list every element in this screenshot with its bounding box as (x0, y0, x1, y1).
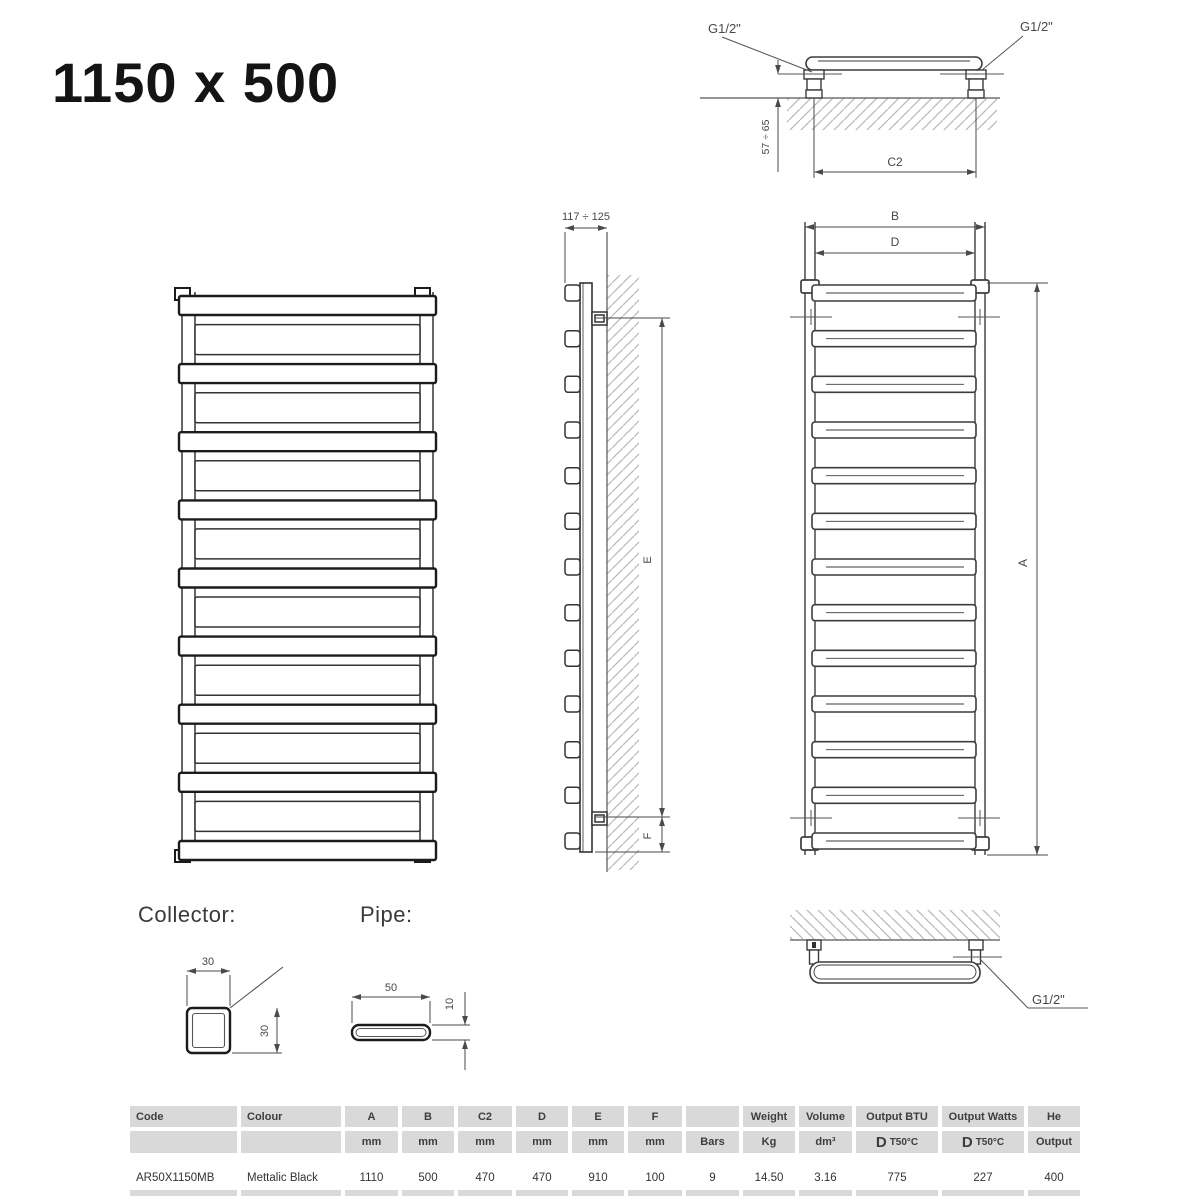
c2-label: C2 (887, 155, 903, 169)
header-code: Code (130, 1106, 237, 1127)
a-label: A (1016, 558, 1030, 568)
g12-label-right: G1/2" (1020, 19, 1053, 34)
top-view-diagram (690, 10, 1200, 188)
towel-bar-top-profile (806, 57, 982, 70)
unit-f: mm (628, 1131, 682, 1153)
wall-section (607, 232, 639, 872)
depth-dimension (565, 228, 607, 283)
table-data-row (130, 1168, 1080, 1188)
bottom-view-diagram (770, 895, 1200, 1020)
value-bars: 9 (686, 1168, 739, 1188)
d-label: D (890, 235, 900, 249)
bar-end-tabs (565, 285, 580, 849)
unit-watts-delta-t (942, 1131, 1024, 1153)
pipe-cross-section (352, 1025, 430, 1040)
value-output-btu: 775 (856, 1168, 938, 1188)
header-heat-output: He (1028, 1106, 1080, 1127)
delta-temp: T50°C (889, 1136, 919, 1148)
value-weight: 14.50 (743, 1168, 795, 1188)
unit-a: mm (345, 1131, 398, 1153)
value-b: 500 (402, 1168, 454, 1188)
header-weight: Weight (743, 1106, 795, 1127)
header-output-btu: Output BTU (856, 1106, 938, 1127)
pipe-width-value: 50 (384, 982, 398, 994)
e-label: E (642, 556, 654, 564)
spec-table (130, 1106, 1080, 1196)
unit-colour (241, 1131, 341, 1153)
front-view-diagram (170, 278, 450, 883)
pipe-height-value: 10 (444, 997, 456, 1011)
pipe-width-dimension (352, 997, 430, 1023)
value-e: 910 (572, 1168, 624, 1188)
collector-cross-section (187, 1008, 230, 1053)
table-header-row-1 (130, 1106, 1080, 1127)
left-connector (807, 940, 821, 964)
unit-b: mm (402, 1131, 454, 1153)
table-next-row-cropped (130, 1190, 1080, 1196)
front-bars (179, 296, 436, 860)
unit-btu-delta-t (856, 1131, 938, 1153)
towel-bar-bottom-profile (810, 962, 980, 983)
collector-width-dimension (187, 971, 230, 1006)
value-d: 470 (516, 1168, 568, 1188)
collector-width-value: 30 (201, 956, 215, 968)
header-bars-spacer (686, 1106, 739, 1127)
f-label: F (642, 832, 654, 840)
pipe-section-title: Pipe: (360, 902, 413, 927)
unit-e: mm (572, 1131, 624, 1153)
header-d: D (516, 1106, 568, 1127)
header-a: A (345, 1106, 398, 1127)
header-colour: Colour (241, 1106, 341, 1127)
unit-volume: dm³ (799, 1131, 852, 1153)
unit-heat-output: Output (1028, 1131, 1080, 1153)
pipe-section-diagram (340, 940, 510, 1075)
wall-offset-value: 57 ÷ 65 (760, 119, 772, 155)
unit-weight: Kg (743, 1131, 795, 1153)
b-label: B (890, 209, 900, 223)
wall-section (700, 98, 1000, 130)
g12-label-left: G1/2" (708, 21, 741, 36)
collector-section-diagram (170, 940, 340, 1075)
a-dimension (987, 283, 1048, 855)
value-code: AR50X1150MB (130, 1168, 237, 1188)
wall-section (790, 910, 1000, 940)
value-output-watts: 227 (942, 1168, 1024, 1188)
rear-view-diagram (780, 200, 1080, 872)
header-f: F (628, 1106, 682, 1127)
unit-c2: mm (458, 1131, 512, 1153)
unit-bars: Bars (686, 1131, 739, 1153)
table-header-row-2 (130, 1131, 1080, 1153)
rung-bars (812, 285, 976, 849)
delta-symbol: D (875, 1133, 887, 1151)
value-a: 1110 (345, 1168, 398, 1188)
depth-value: 117 ÷ 125 (561, 211, 611, 223)
value-colour: Mettalic Black (241, 1168, 341, 1188)
unit-d: mm (516, 1131, 568, 1153)
header-output-watts: Output Watts (942, 1106, 1024, 1127)
header-e: E (572, 1106, 624, 1127)
collector-height-value: 30 (259, 1024, 271, 1038)
delta-symbol: D (961, 1133, 973, 1151)
unit-code (130, 1131, 237, 1153)
wall-brackets (592, 312, 607, 825)
side-view-diagram (535, 195, 725, 875)
value-f: 100 (628, 1168, 682, 1188)
header-volume: Volume (799, 1106, 852, 1127)
g12-label-bottom: G1/2" (1032, 992, 1065, 1007)
header-b: B (402, 1106, 454, 1127)
value-heat-output: 400 (1028, 1168, 1080, 1188)
page-title: 1150 x 500 (52, 51, 340, 114)
value-volume: 3.16 (799, 1168, 852, 1188)
delta-temp: T50°C (975, 1136, 1005, 1148)
header-c2: C2 (458, 1106, 512, 1127)
collector-section-title: Collector: (138, 902, 236, 927)
collector-height-dimension (230, 967, 283, 1053)
value-c2: 470 (458, 1168, 512, 1188)
rail-side-profile (580, 283, 592, 852)
